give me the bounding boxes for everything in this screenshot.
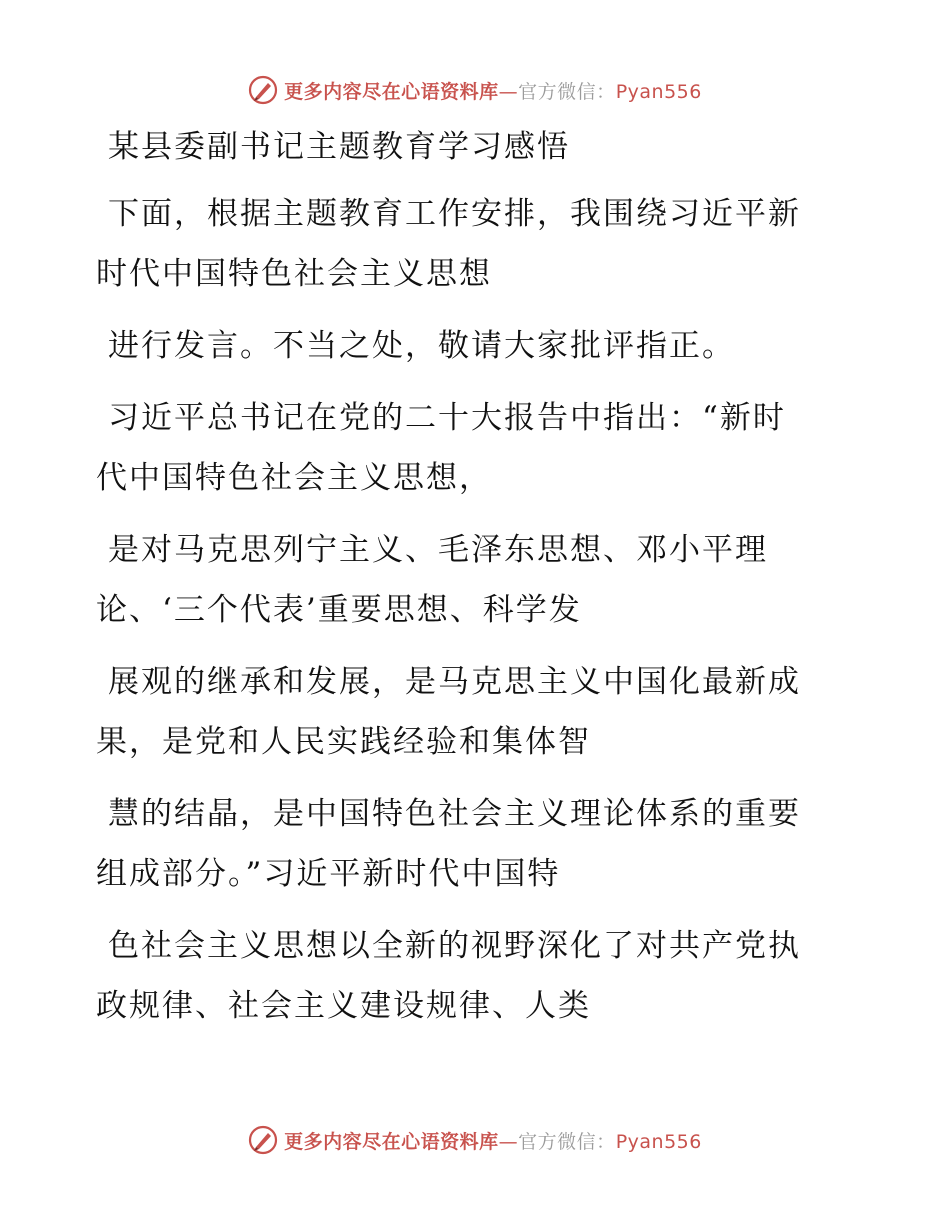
- paragraph-line: 政规律、社会主义建设规律、人类: [96, 988, 591, 1024]
- watermark-dash: —: [498, 1130, 519, 1153]
- watermark-text: [284, 1127, 702, 1154]
- paragraph: [96, 652, 836, 772]
- pen-logo-icon: [248, 75, 278, 105]
- paragraph-line: 进行发言。不当之处，敬请大家批评指正。: [108, 328, 735, 364]
- paragraph-line: 论、‘三个代表’重要思想、科学发: [96, 592, 582, 628]
- watermark-brand: 更多内容尽在心语资料库: [284, 80, 499, 103]
- paragraph-line: 色社会主义思想以全新的视野深化了对共产党执: [108, 928, 801, 964]
- paragraph-line: 果，是党和人民实践经验和集体智: [96, 724, 591, 760]
- paragraph: [96, 184, 836, 304]
- header-watermark: [0, 70, 950, 110]
- paragraph-line: 慧的结晶，是中国特色社会主义理论体系的重要: [108, 796, 801, 832]
- paragraph-line: 组成部分。”习近平新时代中国特: [96, 856, 561, 892]
- footer-watermark: [0, 1120, 950, 1160]
- paragraph-line: 是对马克思列宁主义、毛泽东思想、邓小平理: [108, 532, 768, 568]
- watermark-text: [284, 77, 702, 104]
- watermark-handle: Pyan556: [615, 80, 702, 103]
- watermark-brand: 更多内容尽在心语资料库: [284, 1130, 499, 1153]
- pen-logo-icon: [248, 1125, 278, 1155]
- paragraph-line: 代中国特色社会主义思想，: [96, 460, 492, 496]
- paragraph: [96, 916, 836, 1036]
- paragraph: [96, 316, 836, 376]
- watermark-dash: —: [498, 80, 519, 103]
- watermark-label: 官方微信：: [518, 80, 616, 103]
- watermark-handle: Pyan556: [615, 1130, 702, 1153]
- paragraph: [96, 784, 836, 904]
- watermark-label: 官方微信：: [518, 1130, 616, 1153]
- paragraph: [96, 388, 836, 508]
- paragraph-line: 习近平总书记在党的二十大报告中指出：“新时: [108, 400, 786, 436]
- paragraph-line: 展观的继承和发展，是马克思主义中国化最新成: [108, 664, 801, 700]
- document-body: [96, 118, 836, 1048]
- paragraph-line: 时代中国特色社会主义思想: [96, 256, 492, 292]
- paragraph-line: 下面，根据主题教育工作安排，我围绕习近平新: [108, 196, 801, 232]
- document-title: 某县委副书记主题教育学习感悟: [108, 129, 570, 165]
- paragraph: [96, 520, 836, 640]
